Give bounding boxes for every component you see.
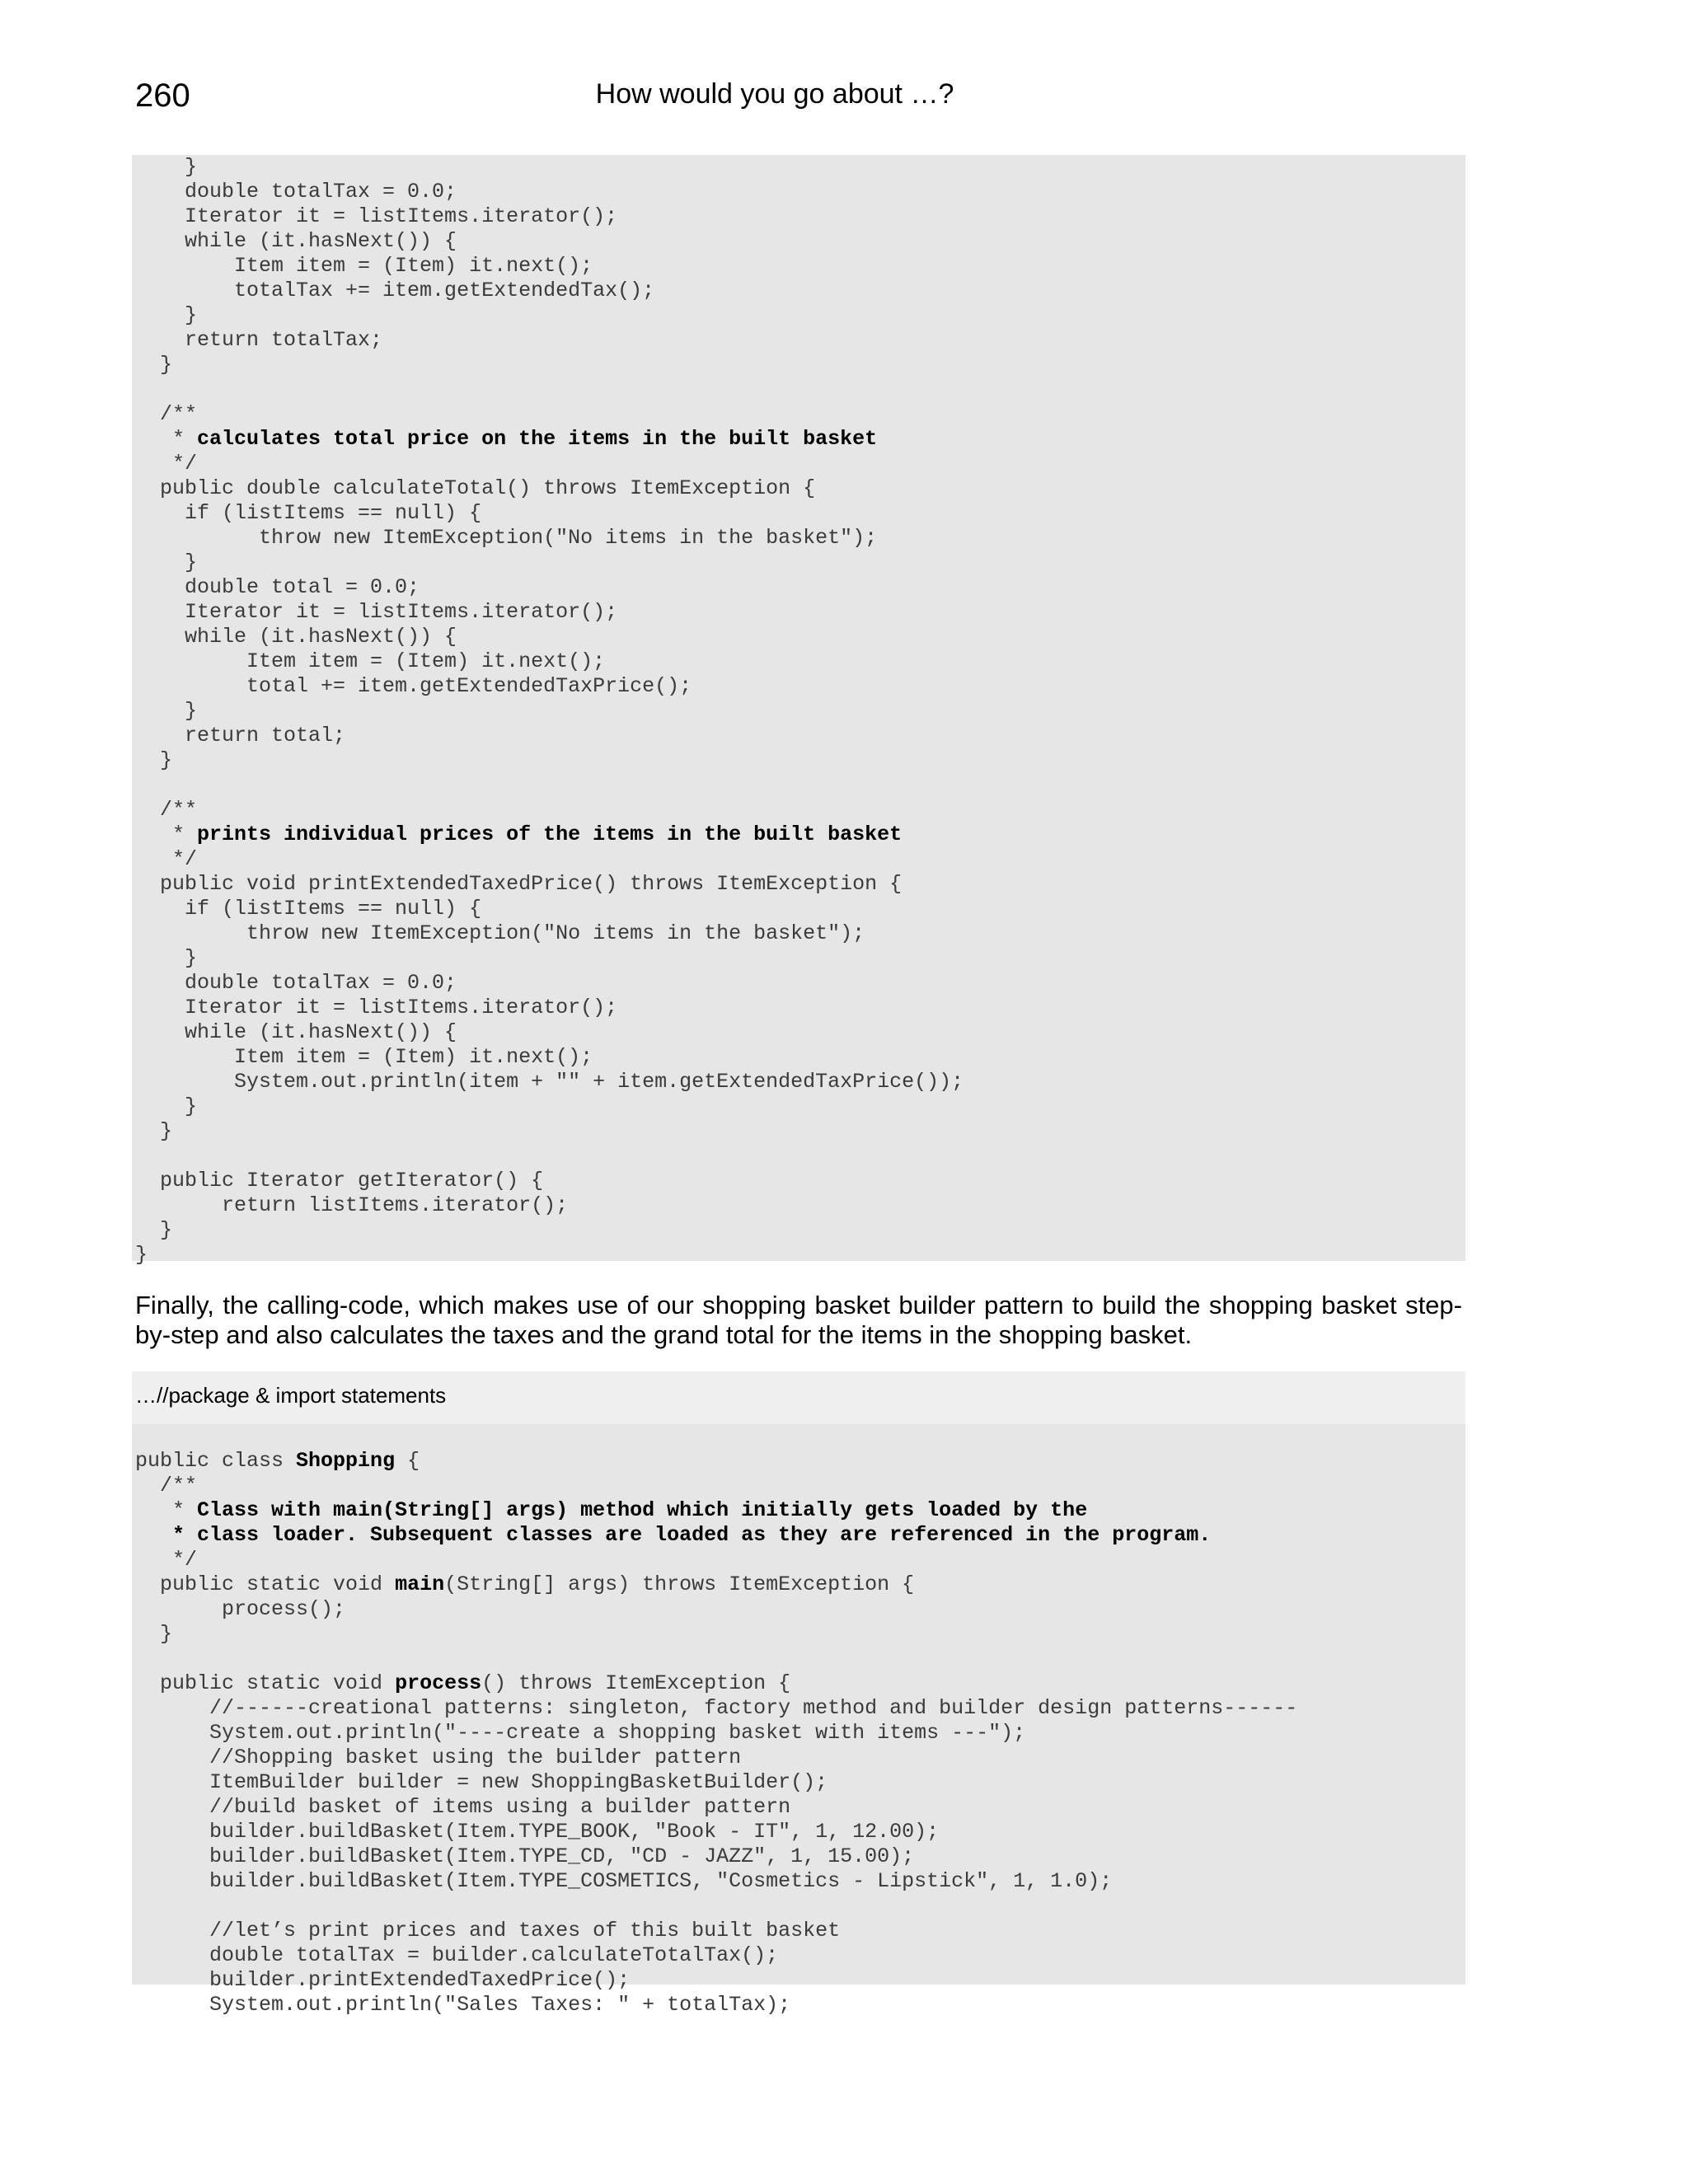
code-line: Item item = (Item) it.next(); — [135, 1045, 593, 1069]
code-line: Iterator it = listItems.iterator(); — [135, 996, 618, 1019]
code-line: builder.buildBasket(Item.TYPE_BOOK, "Book - IT", 1, 12.00); — [135, 1820, 940, 1844]
code-line: System.out.println(item + "" + item.getExtendedTaxPrice()); — [135, 1070, 964, 1094]
code-line: //Shopping basket using the builder pattern — [135, 1746, 742, 1769]
code-line: public static void process() throws ItemException { — [135, 1671, 791, 1695]
code-line: builder.buildBasket(Item.TYPE_CD, "CD - JAZZ", 1, 15.00); — [135, 1844, 915, 1868]
code-line: throw new ItemException("No items in the basket"); — [135, 921, 865, 945]
code-line: */ — [135, 847, 198, 871]
code-line: } — [135, 1218, 173, 1242]
code-line: Iterator it = listItems.iterator(); — [135, 204, 618, 228]
code-bold-text: Shopping — [296, 1449, 396, 1473]
code-line: Iterator it = listItems.iterator(); — [135, 600, 618, 624]
code-line: return listItems.iterator(); — [135, 1193, 569, 1217]
page-number: 260 — [135, 77, 190, 114]
code-line: } — [135, 353, 173, 377]
code-line: } — [135, 946, 198, 970]
code-line: Item item = (Item) it.next(); — [135, 649, 606, 673]
code-bold-text: calculates total price on the items in the built basket — [197, 427, 878, 451]
code-line: * Class with main(String[] args) method which initially gets loaded by the — [135, 1498, 1088, 1522]
code-line: */ — [135, 1548, 198, 1572]
code-listing-top — [132, 155, 1465, 1267]
code-line: } — [135, 1094, 198, 1118]
code-line: while (it.hasNext()) { — [135, 1020, 457, 1044]
code-line: /** — [135, 1474, 198, 1497]
code-line: } — [135, 699, 198, 723]
code-line: System.out.println("Sales Taxes: " + totalTax); — [135, 1993, 791, 2017]
code-line: /** — [135, 402, 198, 426]
code-line: public static void main(String[] args) throws ItemException { — [135, 1572, 915, 1596]
code-bold-text: * class loader. Subsequent classes are loaded as they are referenced in the program. — [172, 1523, 1212, 1547]
code-line: System.out.println("----create a shopping basket with items ---"); — [135, 1721, 1026, 1745]
code-line: return total; — [135, 724, 346, 748]
code-bold-text: process — [395, 1671, 482, 1695]
code-line: public double calculateTotal() throws ItemException { — [135, 476, 816, 500]
code-bold-text: prints individual prices of the items in the built basket — [197, 823, 903, 846]
code-line: } — [135, 1622, 173, 1646]
code-bold-text: main — [395, 1572, 445, 1596]
code-line: public Iterator getIterator() { — [135, 1169, 544, 1193]
code-line: */ — [135, 452, 198, 476]
code-line: } — [135, 1243, 148, 1267]
code-line: /** — [135, 798, 198, 822]
code-line: builder.printExtendedTaxedPrice(); — [135, 1968, 631, 1992]
code-line: } — [135, 748, 173, 772]
code-line: throw new ItemException("No items in the basket"); — [135, 526, 878, 550]
code-listing-shopping — [132, 1424, 1465, 2017]
code-line: if (listItems == null) { — [135, 897, 482, 921]
body-paragraph: Finally, the calling-code, which makes use of our shopping basket builder pattern to build the shopping basket step-by-step and also calculates the taxes and the grand total for the items in the shopping basket. — [135, 1291, 1462, 1349]
code-line — [135, 1523, 1211, 1547]
code-line: public void printExtendedTaxedPrice() throws ItemException { — [135, 872, 903, 896]
code-line: //let’s print prices and taxes of this built basket — [135, 1919, 841, 1943]
code-line: totalTax += item.getExtendedTax(); — [135, 279, 655, 302]
code-bold-text: Class with main(String[] args) method which initially gets loaded by the — [197, 1498, 1088, 1522]
code-line: ItemBuilder builder = new ShoppingBasketBuilder(); — [135, 1770, 828, 1794]
code-listing-text — [135, 1424, 1465, 2018]
code-line: while (it.hasNext()) { — [135, 229, 457, 253]
package-statement-note: …//package & import statements — [132, 1371, 1465, 1424]
code-line: if (listItems == null) { — [135, 501, 482, 525]
code-line: double total = 0.0; — [135, 575, 420, 599]
code-line: total += item.getExtendedTaxPrice(); — [135, 674, 692, 698]
code-line: } — [135, 551, 198, 574]
running-title: How would you go about …? — [595, 78, 954, 110]
code-line: } — [135, 1119, 173, 1143]
code-line: builder.buildBasket(Item.TYPE_COSMETICS, "Cosmetics - Lipstick", 1, 1.0); — [135, 1869, 1113, 1893]
code-line: public class Shopping { — [135, 1449, 420, 1473]
code-line: } — [135, 303, 198, 327]
code-line: double totalTax = builder.calculateTotalTax(); — [135, 1943, 779, 1967]
code-line: //build basket of items using a builder pattern — [135, 1795, 791, 1819]
code-line: * prints individual prices of the items in the built basket — [135, 823, 903, 846]
code-line: double totalTax = 0.0; — [135, 971, 457, 995]
code-line: //------creational patterns: singleton, factory method and builder design patterns------ — [135, 1696, 1298, 1720]
code-listing-text — [135, 155, 1465, 1268]
code-line: return totalTax; — [135, 328, 383, 352]
code-line: process(); — [135, 1597, 346, 1621]
code-line: Item item = (Item) it.next(); — [135, 254, 593, 278]
code-line: * calculates total price on the items in the built basket — [135, 427, 878, 451]
code-line: while (it.hasNext()) { — [135, 625, 457, 649]
code-line: double totalTax = 0.0; — [135, 180, 457, 204]
code-line: } — [135, 155, 198, 179]
